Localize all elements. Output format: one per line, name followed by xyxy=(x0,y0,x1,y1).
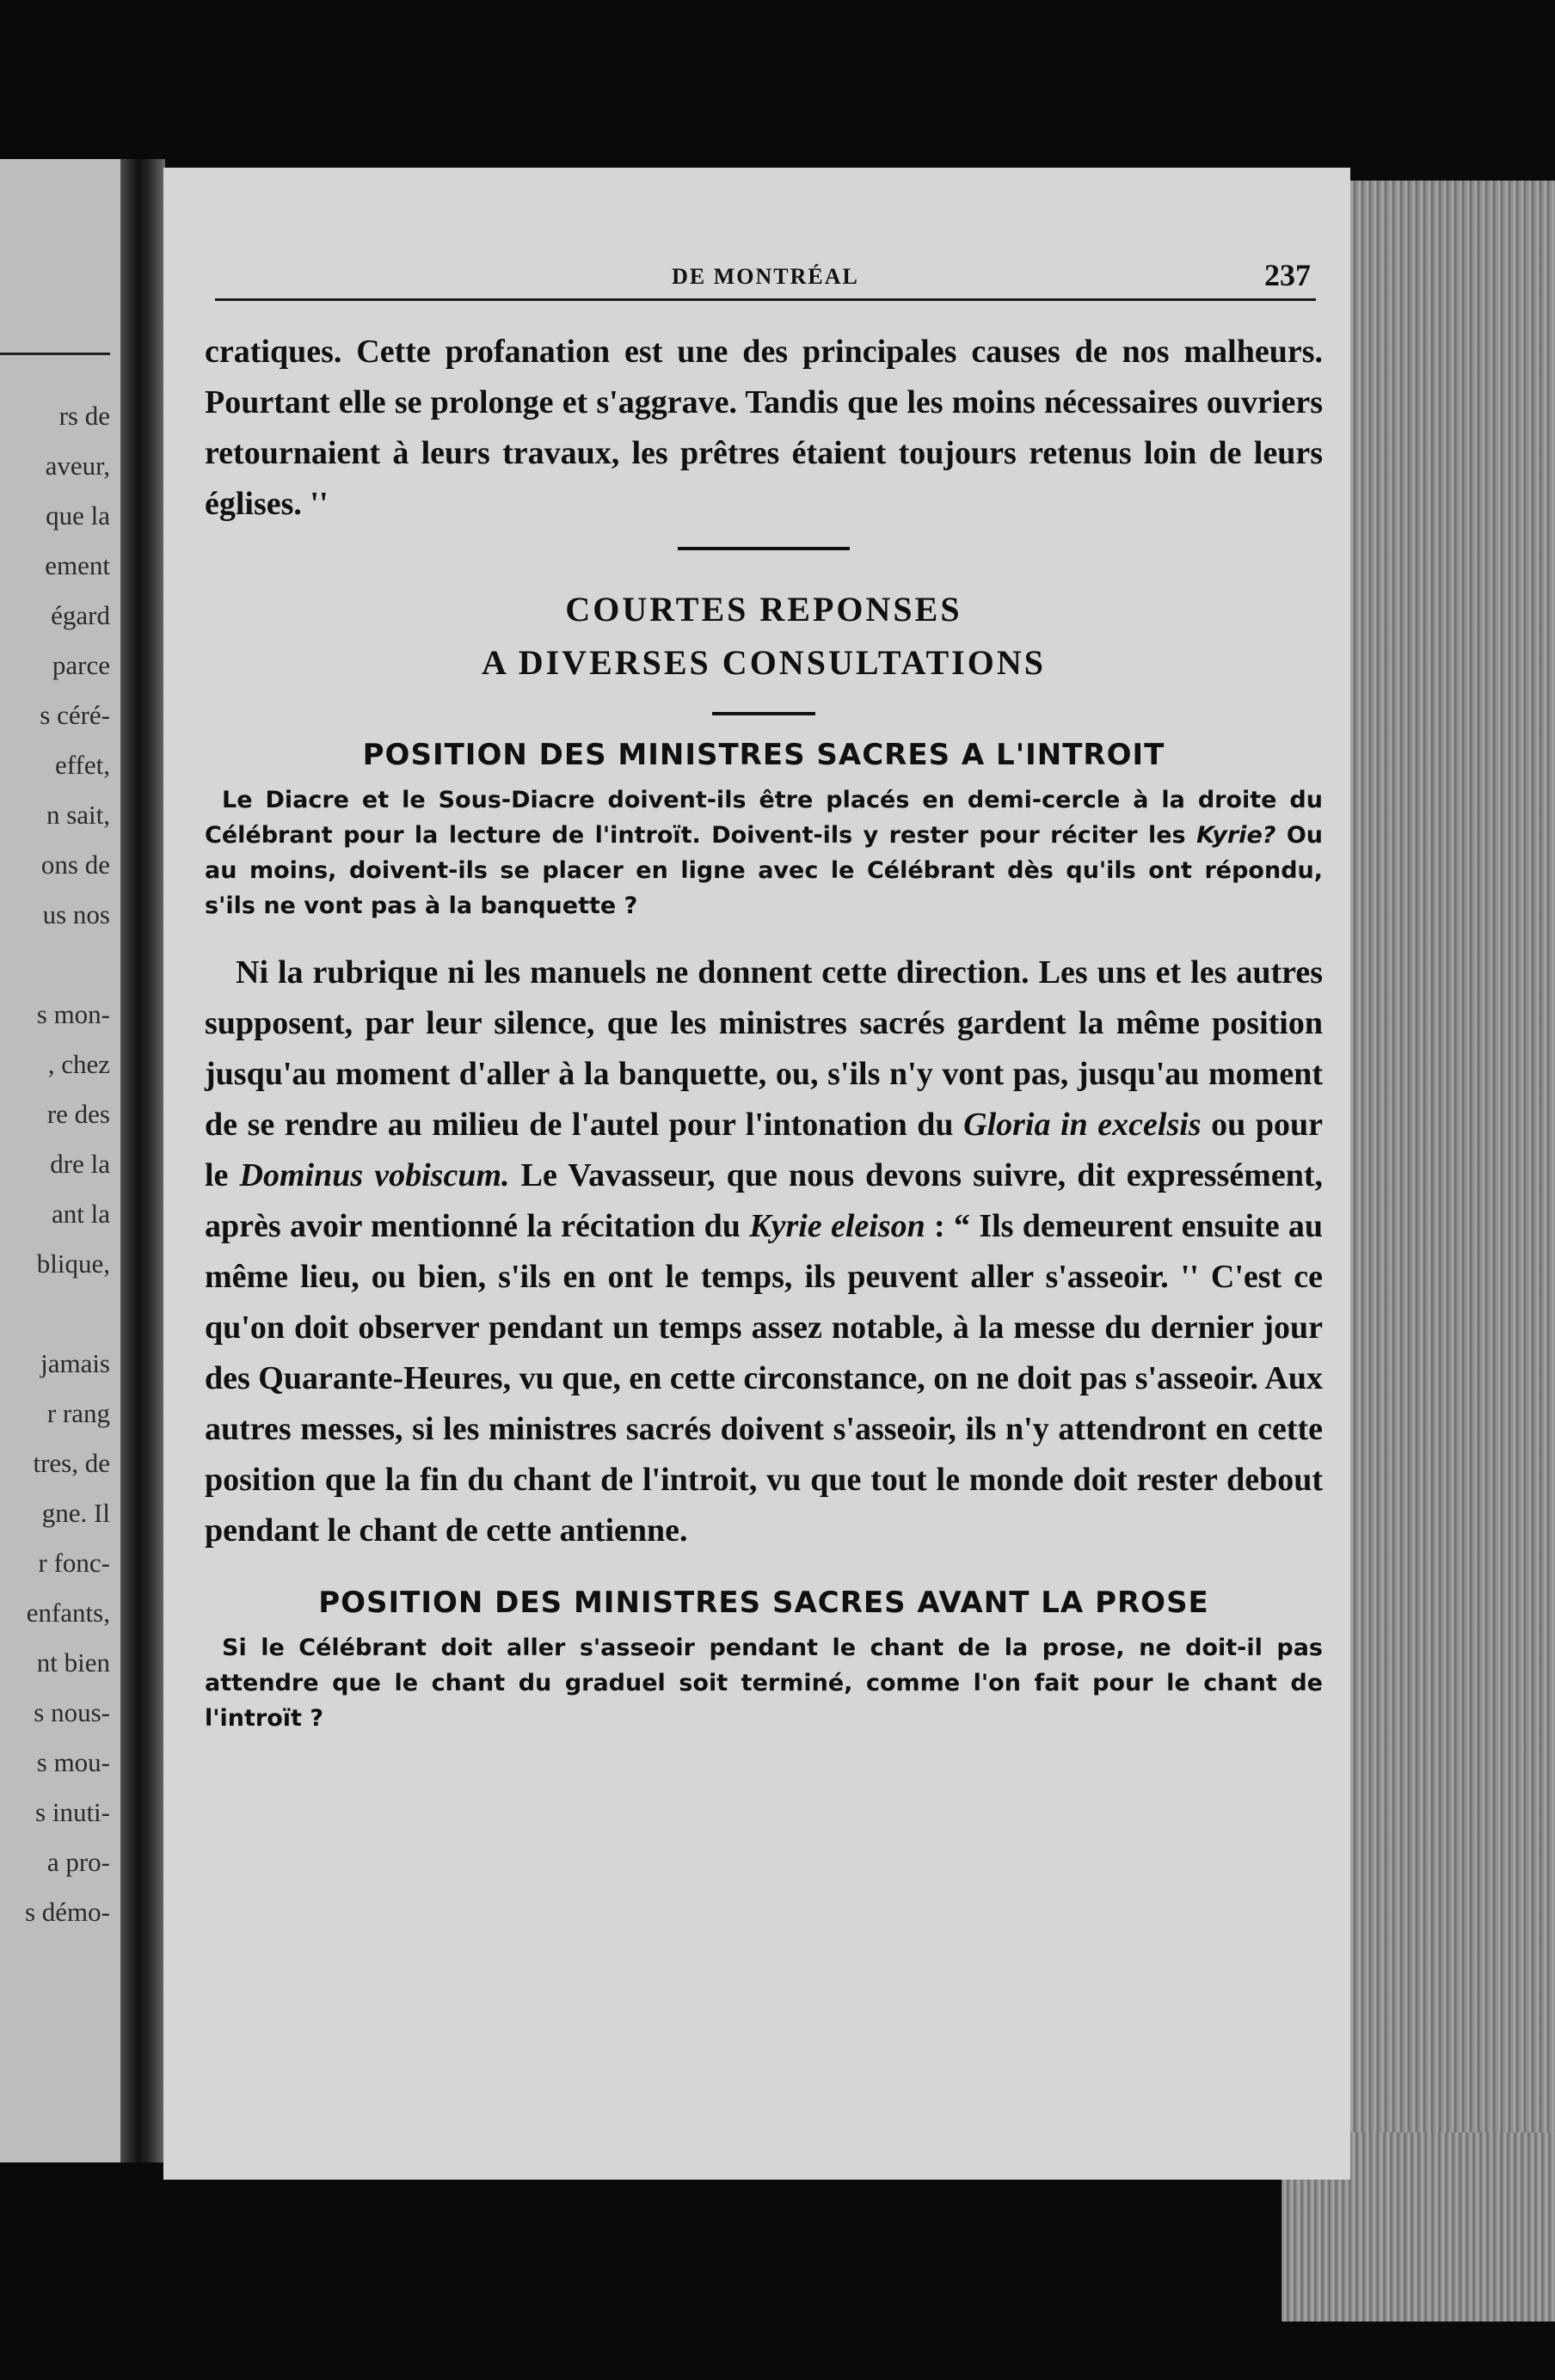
facing-page-line xyxy=(25,1289,110,1339)
facing-page-line: aveur, xyxy=(45,451,110,481)
page-edges xyxy=(1342,181,1555,2279)
q2-heading: POSITION DES MINISTRES SACRES AVANT LA PROSE xyxy=(318,1586,1209,1620)
facing-page-line: gne. Il xyxy=(41,1498,110,1528)
page-content xyxy=(205,327,1323,1760)
facing-page-line: , chez xyxy=(47,1049,110,1079)
facing-page-line xyxy=(25,940,110,990)
book-page xyxy=(163,168,1350,2180)
facing-page-line: s mou- xyxy=(36,1747,110,1777)
facing-page-line: n sait, xyxy=(46,800,110,830)
facing-page-line: nt bien xyxy=(36,1647,110,1678)
facing-page-line: re des xyxy=(46,1099,110,1129)
facing-page-line: r fonc- xyxy=(38,1548,110,1578)
facing-page-line: effet, xyxy=(55,750,110,780)
facing-page-line: égard xyxy=(51,600,110,630)
q1-question-text: Le Diacre et le Sous-Diacre doivent-ils être placés en demi-cercle à la droite du Célébrant pour la lecture de l'introït. Doivent-ils y rester pour réciter les xyxy=(205,787,1323,849)
q1-heading: POSITION DES MINISTRES SACRES A L'INTROIT xyxy=(362,738,1165,772)
section-title-line2: A DIVERSES CONSULTATIONS xyxy=(482,643,1046,682)
facing-page-line: r rang xyxy=(46,1398,110,1428)
q2-question: Si le Célébrant doit aller s'asseoir pendant le chant de la prose, ne doit-il pas attendre que le chant du graduel soit terminé, comme l'on fait pour le chant de l'introït ? xyxy=(205,1635,1323,1732)
q1-answer-text-4: : “ Ils demeurent ensuite au même lieu, ou bien, s'ils en ont le temps, ils peuvent aller s'asseoir. '' C'est ce qu'on doit observer pendant un temps assez notable, à la messe du dernier jour des Quarante-Heures, vu que, en cette circonstance, on ne doit pas s'asseoir. Aux autres messes, si les ministres sacrés doivent s'asseoir, ils n'y attendront en cette position que la fin du chant de l'introit, vu que tout le monde doit rester debout pendant le chant de cette antienne. xyxy=(205,1208,1324,1549)
facing-page-line: s démo- xyxy=(24,1897,110,1927)
facing-page-line: us nos xyxy=(42,899,110,929)
q1-answer-italic-gloria: Gloria in excelsis xyxy=(963,1107,1202,1143)
title-divider xyxy=(712,712,815,715)
facing-page-line: ant la xyxy=(52,1199,110,1229)
book-gutter xyxy=(120,159,165,2162)
top-paragraph: cratiques. Cette profanation est une des principales causes de nos malheurs. Pourtant elle se prolonge et s'aggrave. Tandis que les moins nécessaires ouvriers retournaient à leurs travaux, les prêtres étaient toujours retenus loin de leurs églises. '' xyxy=(205,334,1323,522)
q1-answer-italic-dominus: Dominus vobiscum. xyxy=(239,1157,510,1193)
facing-page-line: rs de xyxy=(58,401,110,431)
page-number: 237 xyxy=(1264,258,1311,292)
q1-question xyxy=(205,782,1323,923)
facing-page-line: que la xyxy=(46,500,110,531)
facing-page-line: blique, xyxy=(36,1248,110,1279)
facing-page-line: s nous- xyxy=(34,1697,110,1727)
facing-page xyxy=(0,159,120,2162)
facing-page-rule xyxy=(0,353,110,355)
q1-answer-text-2: ou pour le xyxy=(205,1107,1323,1193)
running-head xyxy=(215,258,1316,301)
q1-answer-text: Ni la rubrique ni les manuels ne donnent cette direction. Les uns et les autres supposent, par leur silence, que les ministres sacrés gardent la même position jusqu'au moment d'aller à la banquette, ou, s'ils n'y vont pas, jusqu'au moment de se rendre au milieu de l'autel pour l'intonation du xyxy=(205,954,1323,1143)
q1-question-text-end: Ou au moins, doivent-ils se placer en ligne avec le Célébrant dès qu'ils ont répondu, s'ils ne vont pas à la banquette ? xyxy=(205,822,1324,919)
facing-page-text xyxy=(25,391,110,1937)
facing-page-line: jamais xyxy=(40,1348,110,1378)
facing-page-line: s céré- xyxy=(40,700,110,730)
running-title: DE MONTRÉAL xyxy=(672,264,859,289)
facing-page-line: ons de xyxy=(40,850,110,880)
facing-page-line: parce xyxy=(52,650,110,680)
facing-page-line: s mon- xyxy=(36,999,110,1029)
q1-answer xyxy=(205,948,1323,1556)
q1-question-italic: Kyrie? xyxy=(1196,822,1276,849)
section-title-line1: COURTES REPONSES xyxy=(565,590,962,629)
facing-page-line: enfants, xyxy=(26,1598,110,1628)
facing-page-line: dre la xyxy=(50,1149,110,1179)
facing-page-line: tres, de xyxy=(33,1448,110,1478)
q1-answer-italic-kyrie: Kyrie eleison xyxy=(749,1208,925,1244)
q1-answer-text-3: Le Vavasseur, que nous devons suivre, dit expressément, après avoir mentionné la récitation du xyxy=(205,1157,1323,1244)
facing-page-line: ement xyxy=(45,550,110,580)
facing-page-line: s inuti- xyxy=(35,1797,110,1827)
facing-page-line: a pro- xyxy=(46,1847,110,1877)
section-divider xyxy=(678,547,850,550)
